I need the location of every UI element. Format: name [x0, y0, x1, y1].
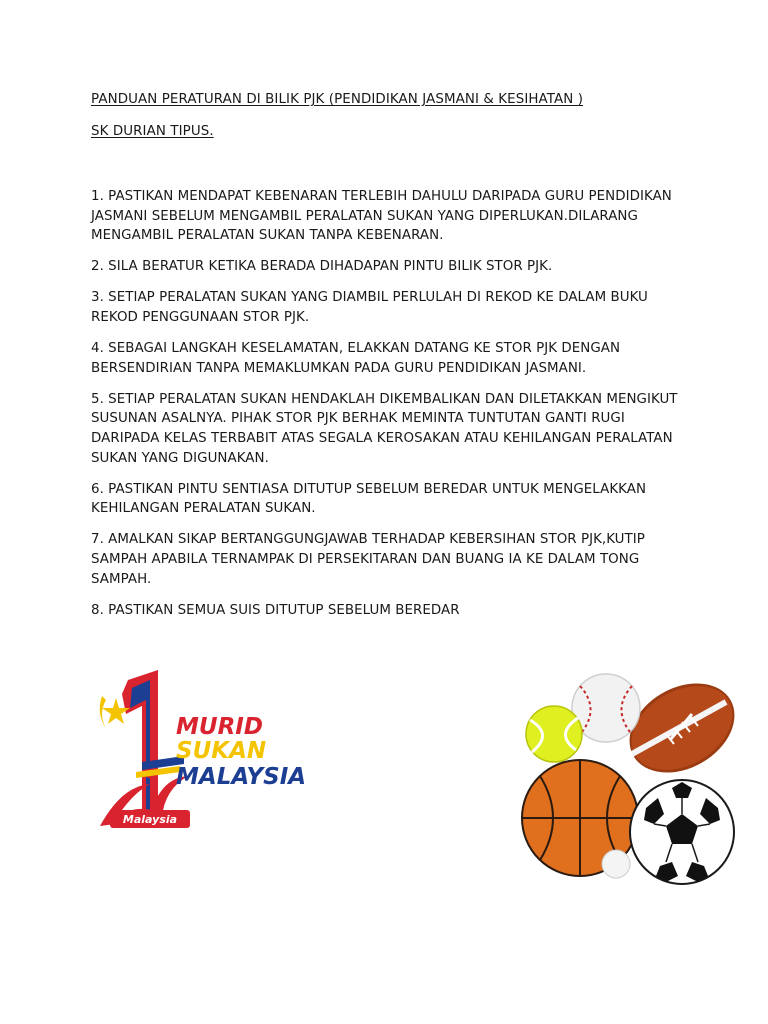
tennis-ball-icon: [526, 706, 582, 762]
school-name: SK DURIAN TIPUS.: [91, 124, 214, 139]
rule-item: 5. SETIAP PERALATAN SUKAN HENDAKLAH DIKEMBALIKAN DAN DILETAKKAN MENGIKUT SUSUNAN ASALNYA. PIHAK STOR PJK BERHAK MEMINTA TUNTUTAN GANTI RUGI DARIPADA KELAS TERBABIT ATAS SEGALA KEROSAKAN ATAU KEHILANGAN PERALATAN SUKAN YANG DIGUNAKAN.: [91, 391, 678, 466]
soccer-ball-icon: [630, 780, 734, 884]
rule-item: 7. AMALKAN SIKAP BERTANGGUNGJAWAB TERHADAP KEBERSIHAN STOR PJK,KUTIP SAMPAH APABILA TERNAMPAK DI PERSEKITARAN DAN BUANG IA KE DALAM TONG SAMPAH.: [91, 532, 645, 587]
document-title: PANDUAN PERATURAN DI BILIK PJK (PENDIDIKAN JASMANI & KESIHATAN ): [91, 92, 584, 107]
rule-item: 1. PASTIKAN MENDAPAT KEBENARAN TERLEBIH DAHULU DARIPADA GURU PENDIDIKAN JASMANI SEBELUM MENGAMBIL PERALATAN SUKAN YANG DIPERLUKAN.DILARANG MENGAMBIL PERALATAN SUKAN TANPA KEBENARAN.: [91, 189, 672, 244]
rule-item: 3. SETIAP PERALATAN SUKAN YANG DIAMBIL PERLULAH DI REKOD KE DALAM BUKU REKOD PENGGUNAAN STOR PJK.: [91, 290, 648, 325]
rules-list: [91, 187, 691, 632]
rule-item: 6. PASTIKAN PINTU SENTIASA DITUTUP SEBELUM BEREDAR UNTUK MENGELAKKAN KEHILANGAN PERALATAN SUKAN.: [91, 481, 647, 517]
logo-line-sukan: SUKAN: [176, 738, 267, 764]
logo-line-malaysia: MALAYSIA: [176, 764, 307, 790]
rule-item: 8. PASTIKAN SEMUA SUIS DITUTUP SEBELUM BEREDAR: [91, 602, 460, 618]
rule-item: 2. SILA BERATUR KETIKA BERADA DIHADAPAN PINTU BILIK STOR PJK.: [91, 259, 553, 275]
logo-line-murid: MURID: [176, 714, 263, 740]
golf-ball-icon: [602, 850, 630, 878]
murid-sukan-malaysia-logo: [92, 666, 314, 852]
sports-balls-illustration: [520, 668, 740, 890]
rule-item: 4. SEBAGAI LANGKAH KESELAMATAN, ELAKKAN DATANG KE STOR PJK DENGAN BERSENDIRIAN TANPA MEMAKLUMKAN PADA GURU PENDIDIKAN JASMANI.: [91, 341, 621, 376]
logo-badge-text: Malaysia: [122, 813, 178, 826]
